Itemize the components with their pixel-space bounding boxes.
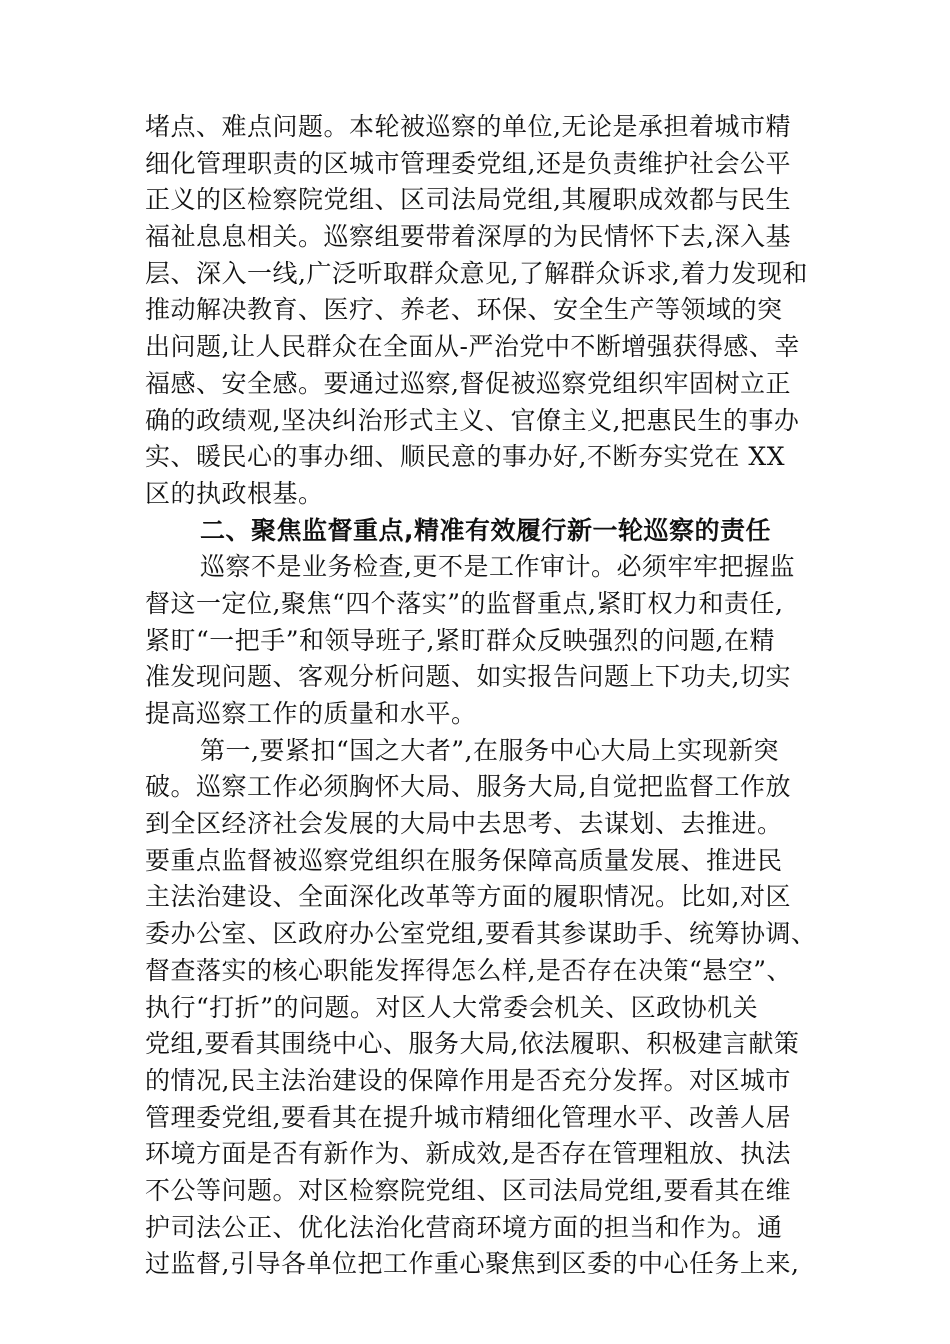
text-line: 的情况,民主法治建设的保障作用是否充分发挥。对区城市 bbox=[145, 1065, 791, 1095]
text-line: 福祉息息相关。巡察组要带着深厚的为民情怀下去,深入基 bbox=[145, 222, 791, 252]
text-line: 福感、安全感。要通过巡察,督促被巡察党组织牢固树立正 bbox=[145, 368, 791, 398]
text-line: 确的政绩观,坚决纠治形式主义、官僚主义,把惠民生的事办 bbox=[145, 405, 800, 435]
text-line: 提高巡察工作的质量和水平。 bbox=[145, 699, 477, 728]
text-line: 过监督,引导各单位把工作重心聚焦到区委的中心任务上来, bbox=[145, 1249, 800, 1279]
text-line: 紧盯“一把手”和领导班子,紧盯群众反映强烈的问题,在精 bbox=[145, 625, 775, 655]
text-line: 堵点、难点问题。本轮被巡察的单位,无论是承担着城市精 bbox=[145, 112, 791, 141]
paragraph-first-line: 第一,要紧扣“国之大者”,在服务中心大局上实现新突 bbox=[200, 735, 779, 765]
text-line: 出问题,让人民群众在全面从-严治党中不断增强获得感、幸 bbox=[145, 332, 800, 362]
text-line: 推动解决教育、医疗、养老、环保、安全生产等领域的突 bbox=[145, 295, 783, 325]
text-line: 细化管理职责的区城市管理委党组,还是负责维护社会公平 bbox=[145, 148, 791, 178]
text-line: 到全区经济社会发展的大局中去思考、去谋划、去推进。 bbox=[145, 809, 783, 839]
text-line: 不公等问题。对区检察院党组、区司法局党组,要看其在维 bbox=[145, 1175, 791, 1205]
text-line: 实、暖民心的事办细、顺民意的事办好,不断夯实党在 XX bbox=[145, 442, 785, 472]
text-line: 准发现问题、客观分析问题、如实报告问题上下功夫,切实 bbox=[145, 662, 791, 692]
text-line: 要重点监督被巡察党组织在服务保障高质量发展、推进民 bbox=[145, 845, 783, 875]
text-line: 破。巡察工作必须胸怀大局、服务大局,自觉把监督工作放 bbox=[145, 772, 791, 802]
text-line: 督这一定位,聚焦“四个落实”的监督重点,紧盯权力和责任, bbox=[145, 588, 784, 618]
text-line: 正义的区检察院党组、区司法局党组,其履职成效都与民生 bbox=[145, 185, 791, 215]
text-line: 环境方面是否有新作为、新成效,是否存在管理粗放、执法 bbox=[145, 1139, 791, 1169]
text-line: 委办公室、区政府办公室党组,要看其参谋助手、统筹协调、 bbox=[145, 919, 817, 949]
paragraph-first-line: 巡察不是业务检查,更不是工作审计。必须牢牢把握监 bbox=[200, 552, 795, 582]
text-line: 层、深入一线,广泛听取群众意见,了解群众诉求,着力发现和 bbox=[145, 258, 808, 288]
document-body bbox=[145, 109, 815, 1283]
text-line: 执行“打折”的问题。对区人大常委会机关、区政协机关 bbox=[145, 992, 759, 1022]
text-line: 护司法公正、优化法治化营商环境方面的担当和作为。通 bbox=[145, 1212, 783, 1242]
text-line: 区的执政根基。 bbox=[145, 478, 324, 508]
section-heading: 二、聚焦监督重点,精准有效履行新一轮巡察的责任 bbox=[200, 515, 771, 545]
text-line: 党组,要看其围绕中心、服务大局,依法履职、积极建言献策 bbox=[145, 1029, 800, 1059]
text-line: 管理委党组,要看其在提升城市精细化管理水平、改善人居 bbox=[145, 1102, 791, 1132]
text-line: 督查落实的核心职能发挥得怎么样,是否存在决策“悬空”、 bbox=[145, 955, 793, 985]
text-line: 主法治建设、全面深化改革等方面的履职情况。比如,对区 bbox=[145, 882, 791, 912]
